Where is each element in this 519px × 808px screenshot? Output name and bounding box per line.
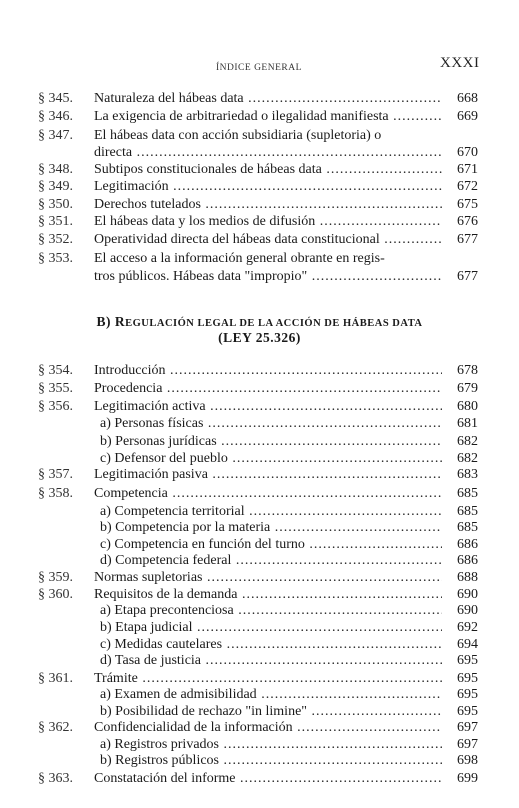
toc-subentry-title: c) Defensor del pueblo ..... bbox=[100, 450, 442, 468]
page-ref: 679 bbox=[457, 381, 478, 396]
toc-entry-title: El acceso a la información general obrante en regis- bbox=[94, 251, 385, 266]
page-ref: 682 bbox=[457, 434, 478, 449]
section-number: § 348. bbox=[38, 162, 73, 177]
page-ref: 675 bbox=[457, 197, 478, 212]
toc-entry bbox=[0, 178, 519, 196]
toc-entry bbox=[0, 398, 519, 416]
toc-entry-title: Subtipos constitucionales de hábeas data ..... bbox=[94, 161, 442, 179]
toc-entry-title: Legitimación activa ..... bbox=[94, 398, 442, 416]
section-heading-title: EGULACIÓN LEGAL DE LA ACCIÓN DE HÁBEAS DATA bbox=[125, 318, 423, 329]
toc-subentry-title: b) Competencia por la materia ..... bbox=[100, 519, 442, 537]
toc-subentry-title: b) Etapa judicial ..... bbox=[100, 619, 442, 637]
toc-entry-title: La exigencia de arbitrariedad o ilegalidad manifiesta ..... bbox=[94, 108, 442, 126]
toc-entry bbox=[0, 433, 519, 451]
page-ref: 686 bbox=[457, 537, 478, 552]
page-ref: 685 bbox=[457, 486, 478, 501]
section-number: § 360. bbox=[38, 587, 73, 602]
toc-subentry-title: c) Medidas cautelares ..... bbox=[100, 636, 442, 654]
toc-entry bbox=[0, 569, 519, 587]
toc-subentry-title: d) Tasa de justicia ..... bbox=[100, 652, 442, 670]
page-ref: 672 bbox=[457, 179, 478, 194]
section-number: § 363. bbox=[38, 771, 73, 786]
running-header: ÍNDICE GENERAL bbox=[216, 63, 302, 73]
toc-entry-title: directa ..... bbox=[94, 144, 442, 162]
page-ref: 686 bbox=[457, 553, 478, 568]
toc-entry bbox=[0, 752, 519, 770]
toc-entry bbox=[0, 770, 519, 788]
toc-entry-title: Procedencia ..... bbox=[94, 380, 442, 398]
toc-entry bbox=[0, 144, 519, 162]
section-number: § 355. bbox=[38, 381, 73, 396]
toc-entry-title: tros públicos. Hábeas data "impropio" ..... bbox=[94, 268, 442, 286]
toc-subentry-title: b) Registros públicos ..... bbox=[100, 752, 442, 770]
toc-entry bbox=[0, 719, 519, 737]
section-number: § 362. bbox=[38, 720, 73, 735]
toc-subentry-title: c) Competencia en función del turno ..... bbox=[100, 536, 442, 554]
toc-entry bbox=[0, 250, 519, 268]
page-ref: 681 bbox=[457, 416, 478, 431]
page-ref: 697 bbox=[457, 737, 478, 752]
page-ref: 670 bbox=[457, 145, 478, 160]
toc-subentry-title: a) Personas físicas ..... bbox=[100, 415, 442, 433]
section-number: § 349. bbox=[38, 179, 73, 194]
page-ref: 677 bbox=[457, 269, 478, 284]
toc-entry bbox=[0, 362, 519, 380]
section-number: § 350. bbox=[38, 197, 73, 212]
toc-entry bbox=[0, 268, 519, 286]
page-ref: 685 bbox=[457, 520, 478, 535]
toc-entry-title: Operatividad directa del hábeas data constitucional ..... bbox=[94, 231, 442, 249]
toc-entry-title: Legitimación pasiva ..... bbox=[94, 466, 442, 484]
page-ref: 677 bbox=[457, 232, 478, 247]
toc-entry bbox=[0, 415, 519, 433]
page-ref: 695 bbox=[457, 671, 478, 686]
page-ref: 688 bbox=[457, 570, 478, 585]
section-number: § 352. bbox=[38, 232, 73, 247]
section-number: § 357. bbox=[38, 467, 73, 482]
toc-entry bbox=[0, 108, 519, 126]
page-ref: 699 bbox=[457, 771, 478, 786]
page-ref: 695 bbox=[457, 704, 478, 719]
toc-entry-title: Constatación del informe ..... bbox=[94, 770, 442, 788]
toc-entry-title: Legitimación ..... bbox=[94, 178, 442, 196]
page-ref: 685 bbox=[457, 504, 478, 519]
toc-entry bbox=[0, 466, 519, 484]
toc-subentry-title: d) Competencia federal ..... bbox=[100, 552, 442, 570]
page-ref: 683 bbox=[457, 467, 478, 482]
toc-entry-title: Derechos tutelados ..... bbox=[94, 196, 442, 214]
page-ref: 671 bbox=[457, 162, 478, 177]
section-number: § 353. bbox=[38, 251, 73, 266]
toc-entry-title: Introducción ..... bbox=[94, 362, 442, 380]
section-heading-prefix: B) R bbox=[96, 314, 126, 329]
toc-entry bbox=[0, 602, 519, 620]
section-number: § 351. bbox=[38, 214, 73, 229]
section-number: § 356. bbox=[38, 399, 73, 414]
toc-entry bbox=[0, 686, 519, 704]
toc-entry-title: El hábeas data y los medios de difusión ..... bbox=[94, 213, 442, 231]
toc-entry-title: Requisitos de la demanda ..... bbox=[94, 586, 442, 604]
page-ref: 690 bbox=[457, 587, 478, 602]
page-ref: 695 bbox=[457, 687, 478, 702]
page-ref: 690 bbox=[457, 603, 478, 618]
page-number: XXXI bbox=[440, 55, 480, 71]
toc-entry bbox=[0, 90, 519, 108]
toc-subentry-title: b) Posibilidad de rechazo "in limine" ..... bbox=[100, 703, 442, 721]
page-ref: 694 bbox=[457, 637, 478, 652]
section-number: § 358. bbox=[38, 486, 73, 501]
page-ref: 676 bbox=[457, 214, 478, 229]
section-number: § 354. bbox=[38, 363, 73, 378]
toc-entry-title: Trámite ..... bbox=[94, 670, 442, 688]
toc-subentry-title: a) Competencia territorial ..... bbox=[100, 503, 442, 521]
section-heading-law: (LEY 25.326) bbox=[218, 330, 301, 345]
toc-entry-title: Normas supletorias ..... bbox=[94, 569, 442, 587]
toc-entry bbox=[0, 127, 519, 145]
section-number: § 345. bbox=[38, 91, 73, 106]
toc-entry bbox=[0, 380, 519, 398]
toc-entry bbox=[0, 519, 519, 537]
toc-entry bbox=[0, 231, 519, 249]
section-number: § 359. bbox=[38, 570, 73, 585]
page-ref: 697 bbox=[457, 720, 478, 735]
section-number: § 346. bbox=[38, 109, 73, 124]
toc-entry bbox=[0, 161, 519, 179]
toc-subentry-title: a) Examen de admisibilidad ..... bbox=[100, 686, 442, 704]
page-ref: 669 bbox=[457, 109, 478, 124]
toc-entry-title: El hábeas data con acción subsidiaria (supletoria) o bbox=[94, 128, 382, 143]
section-heading bbox=[0, 314, 519, 330]
page-ref: 682 bbox=[457, 451, 478, 466]
toc-entry bbox=[0, 652, 519, 670]
toc-entry-title: Competencia ..... bbox=[94, 485, 442, 503]
section-number: § 347. bbox=[38, 128, 73, 143]
toc-entry-title: Confidencialidad de la información ..... bbox=[94, 719, 442, 737]
toc-subentry-title: a) Etapa precontenciosa ..... bbox=[100, 602, 442, 620]
section-number: § 361. bbox=[38, 671, 73, 686]
toc-entry bbox=[0, 196, 519, 214]
toc-subentry-title: a) Registros privados ..... bbox=[100, 736, 442, 754]
page-ref: 668 bbox=[457, 91, 478, 106]
toc-entry bbox=[0, 619, 519, 637]
toc-subentry-title: b) Personas jurídicas ..... bbox=[100, 433, 442, 451]
toc-entry bbox=[0, 213, 519, 231]
page-ref: 698 bbox=[457, 753, 478, 768]
toc-entry bbox=[0, 485, 519, 503]
toc-entry bbox=[0, 552, 519, 570]
page-ref: 692 bbox=[457, 620, 478, 635]
page-ref: 680 bbox=[457, 399, 478, 414]
page-ref: 678 bbox=[457, 363, 478, 378]
toc-entry-title: Naturaleza del hábeas data ..... bbox=[94, 90, 442, 108]
page-ref: 695 bbox=[457, 653, 478, 668]
